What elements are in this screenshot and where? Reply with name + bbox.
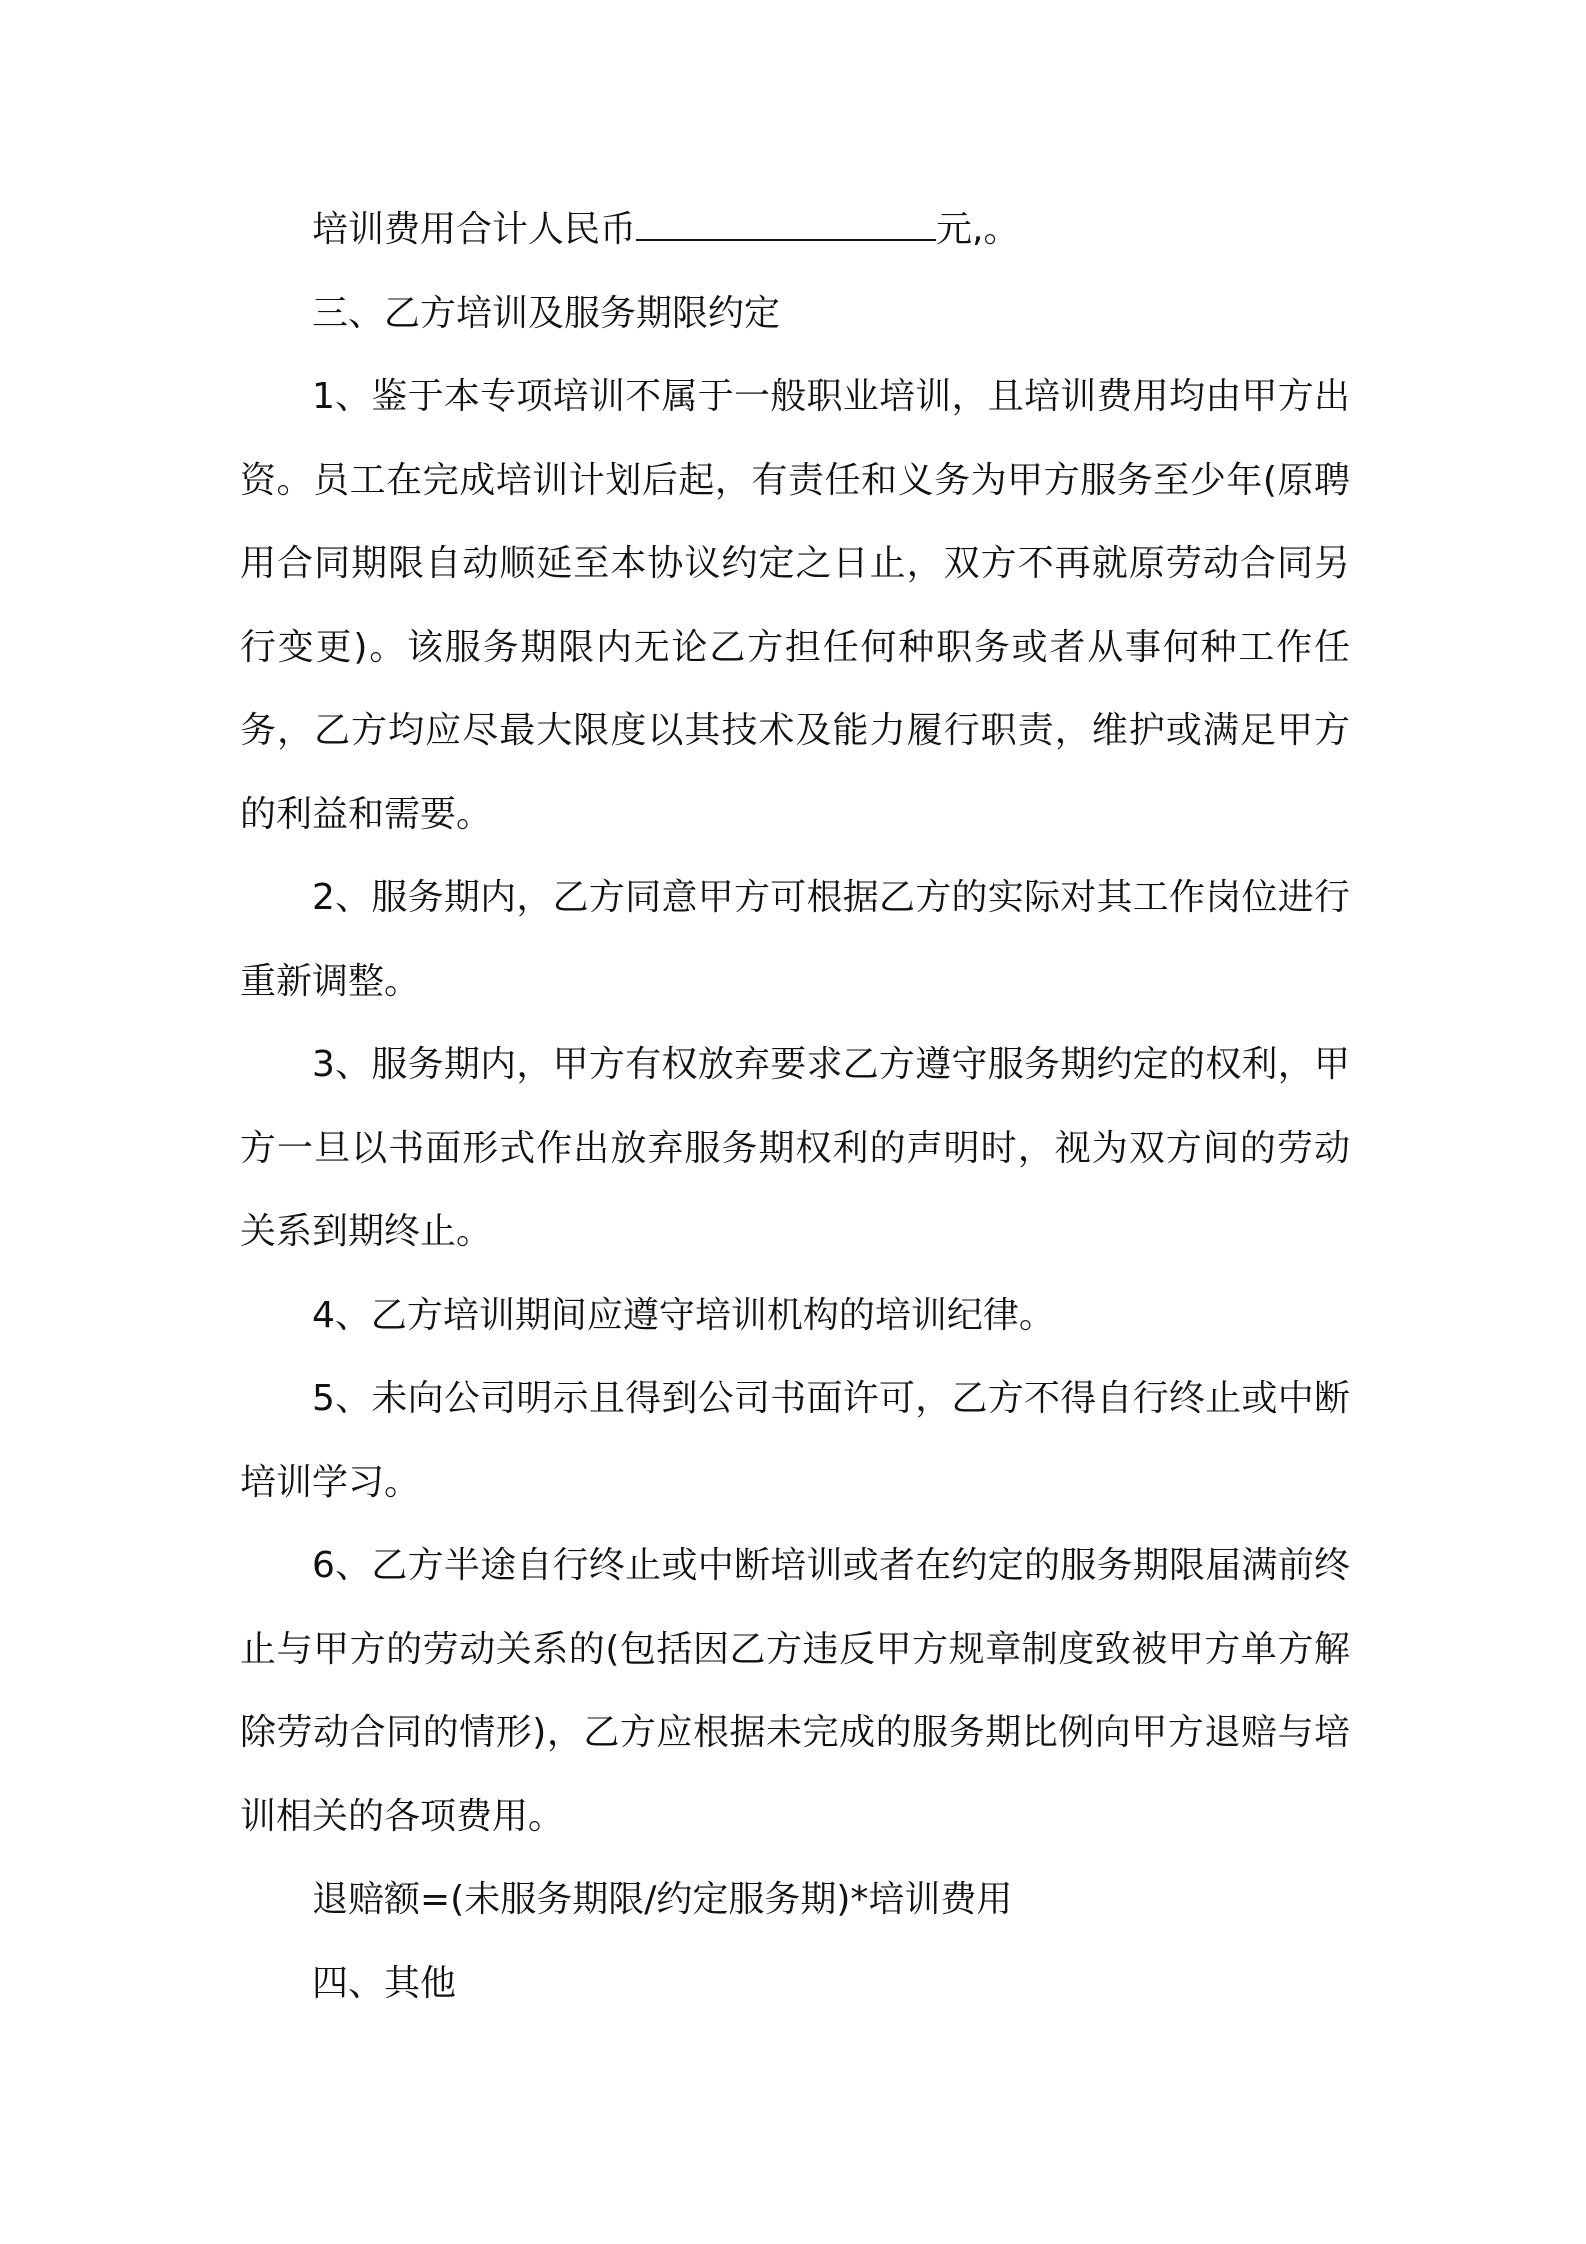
training-fee-prefix: 培训费用合计人民币 xyxy=(312,209,637,250)
paragraph-clause-2: 2、服务期内，乙方同意甲方可根据乙方的实际对其工作岗位进行重新调整。 xyxy=(240,877,1350,1002)
paragraph-clause-6: 6、乙方半途自行终止或中断培训或者在约定的服务期限届满前终止与甲方的劳动关系的(包括因乙方违反甲方规章制度致被甲方单方解除劳动合同的情形)，乙方应根据未完成的服务期比例向甲方退赔与培训相关的各项费用。 xyxy=(240,1545,1350,1837)
section-heading-service-term: 三、乙方培训及服务期限约定 xyxy=(312,292,781,334)
paragraph-clause-1: 1、鉴于本专项培训不属于一般职业培训，且培训费用均由甲方出资。员工在完成培训计划后起，有责任和义务为甲方服务至少年(原聘用合同期限自动顺延至本协议约定之日止，双方不再就原劳动合同另行变更)。该服务期限内无论乙方担任何种职务或者从事何种工作任务，乙方均应尽最大限度以其技术及能力履行职责，维护或满足甲方的利益和需要。 xyxy=(240,376,1350,835)
paragraph-training-fee xyxy=(240,188,1350,272)
paragraph-refund-formula: 退赔额=(未服务期限/约定服务期)*培训费用 xyxy=(312,1879,1013,1920)
document-body xyxy=(240,188,1350,2025)
section-heading-other: 四、其他 xyxy=(312,1962,457,2004)
paragraph-clause-4: 4、乙方培训期间应遵守培训机构的培训纪律。 xyxy=(312,1294,1055,1336)
fee-amount-blank xyxy=(636,209,936,241)
paragraph-clause-3: 3、服务期内，甲方有权放弃要求乙方遵守服务期约定的权利，甲方一旦以书面形式作出放弃服务期权利的声明时，视为双方间的劳动关系到期终止。 xyxy=(240,1044,1350,1252)
paragraph-clause-5: 5、未向公司明示且得到公司书面许可，乙方不得自行终止或中断培训学习。 xyxy=(240,1378,1350,1503)
training-fee-suffix: 元,。 xyxy=(936,209,1020,250)
